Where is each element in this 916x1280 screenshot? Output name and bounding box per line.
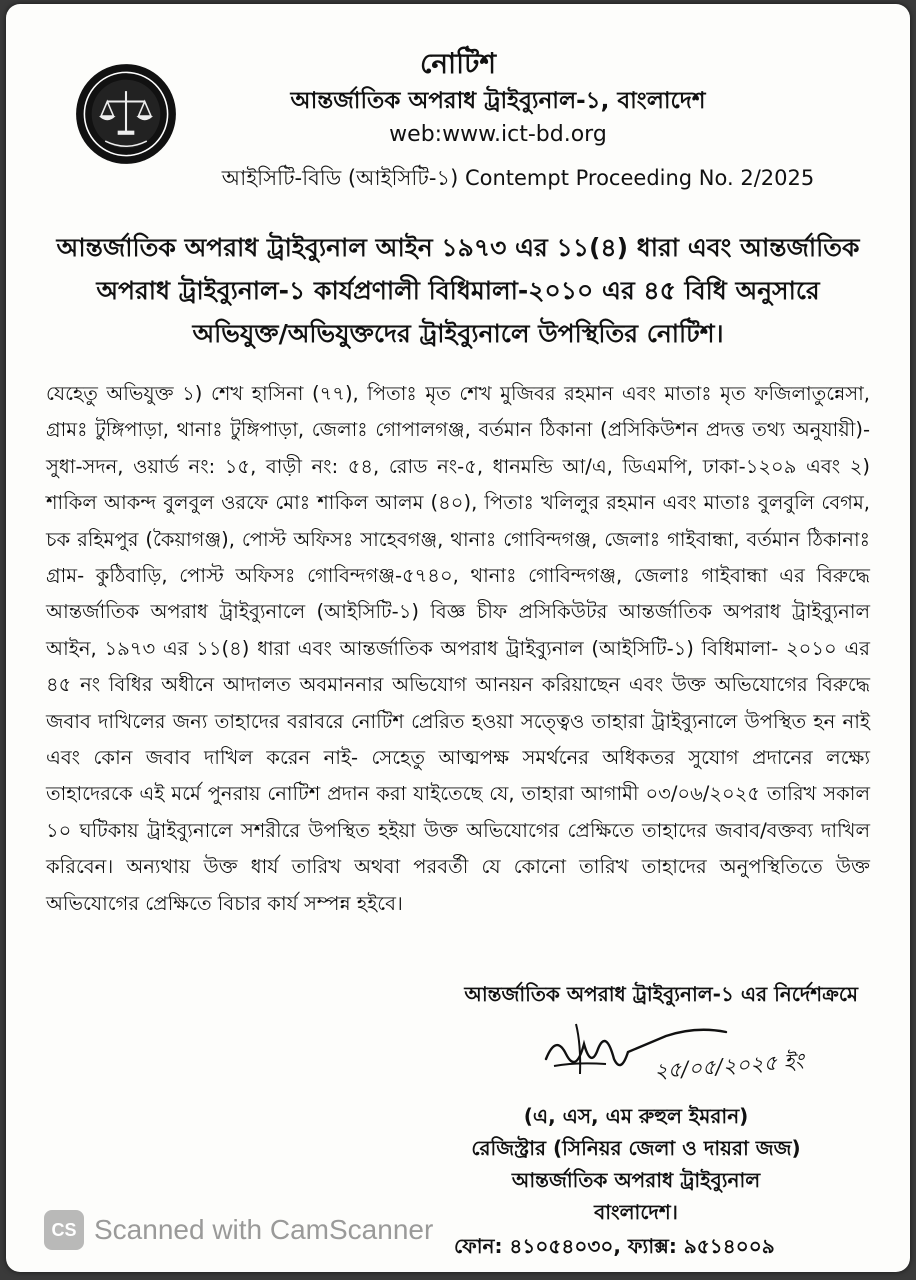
watermark-text: Scanned with CamScanner [94, 1214, 434, 1245]
notice-document [6, 4, 910, 1272]
signature-date: ২৫/০৫/২০২৫ ইং [653, 1048, 805, 1084]
signatory-country: বাংলাদেশ। [594, 1200, 678, 1224]
signatory-role: রেজিস্ট্রার (সিনিয়র জেলা ও দায়রা জজ) [471, 1136, 801, 1160]
notice-body: যেহেতু অভিযুক্ত ১) শেখ হাসিনা (৭৭), পিতাঃ মৃত শেখ মুজিবর রহমান এবং মাতাঃ মৃত ফজিলাতুন্নেসা, গ্রামঃ টুঙ্গিপাড়া, থানাঃ টুঙ্গিপাড়া, জেলাঃ গোপালগঞ্জ, বর্তমান ঠিকানা (প্রসিকিউশন প্রদত্ত তথ্য অনুযায়ী)-সুধা-সদন, ওয়ার্ড নং: ১৫, বাড়ী নং: ৫৪, রোড নং-৫, ধানমন্ডি আ/এ, ডিএমপি, ঢাকা-১২০৯ এবং ২) শাকিল আকন্দ বুলবুল ওরফে মোঃ শাকিল আলম (৪০), পিতাঃ খলিলুর রহমান এবং মাতাঃ বুলবুলি বেগম, চক রহিমপুর (কৈয়াগঞ্জ), পোস্ট অফিসঃ সাহেবগঞ্জ, থানাঃ গোবিন্দগঞ্জ, জেলাঃ গাইবান্ধা, বর্তমান ঠিকানাঃ গ্রাম- কুঠিবাড়ি, পোস্ট অফিসঃ গোবিন্দগঞ্জ-৫৭৪০, থানাঃ গোবিন্দগঞ্জ, জেলাঃ গাইবান্ধা এর বিরুদ্ধে আন্তর্জাতিক অপরাধ ট্রাইব্যুনালে (আইসিটি-১) বিজ্ঞ চীফ প্রসিকিউটর আন্তর্জাতিক অপরাধ ট্রাইব্যুনাল আইন, ১৯৭৩ এর ১১(৪) ধারা এবং আন্তর্জাতিক অপরাধ ট্রাইব্যুনাল (আইসিটি-১) বিধিমালা- ২০১০ এর ৪৫ নং বিধির অধীনে আদালত অবমাননার অভিযোগ আনয়ন করিয়াছেন এবং উক্ত অভিযোগের বিরুদ্ধে জবাব দাখিলের জন্য তাহাদের বরাবরে নোটিশ প্রেরিত হওয়া সত্ত্বেও তাহারা ট্রাইব্যুনালে উপস্থিত হন নাই এবং কোন জবাব দাখিল করেন নাই- সেহেতু আত্মপক্ষ সমর্থনের অধিকতর সুযোগ প্রদানের লক্ষ্যে তাহাদেরকে এই মর্মে পুনরায় নোটিশ প্রদান করা যাইতেছে যে, তাহারা আগামী ০৩/০৬/২০২৫ তারিখ সকাল ১০ ঘটিকায় ট্রাইব্যুনালে সশরীরে উপস্থিত হইয়া উক্ত অভিযোগের প্রেক্ষিতে তাহাদের জবাব/বক্তব্য দাখিল করিবেন। অন্যথায় উক্ত ধার্য তারিখ অথবা পরবর্তী যে কোনো তারিখ তাহাদের অনুপস্থিতিতে উক্ত অভিযোগের প্রেক্ষিতে বিচার কার্য সম্পন্ন হইবে। [46, 382, 870, 915]
case-reference: আইসিটি-বিডি (আইসিটি-১) Contempt Proceeding No. 2/2025 [221, 166, 815, 190]
notice-heading: নোটিশ [419, 47, 497, 80]
camscanner-watermark [44, 1210, 433, 1250]
notice-title: আন্তর্জাতিক অপরাধ ট্রাইব্যুনাল আইন ১৯৭৩ এর ১১(৪) ধারা এবং আন্তর্জাতিক অপরাধ ট্রাইব্যুনাল-১ কার্যপ্রণালী বিধিমালা-২০১০ এর ৪৫ বিধি অনুসারে অভিযুক্ত/অভিযুক্তদের ট্রাইব্যুনালে উপস্থিতির নোটিশ। [56, 233, 860, 348]
website-address: web:www.ict-bd.org [389, 122, 607, 147]
camscanner-logo-icon: CS [44, 1210, 84, 1250]
signatory-name: (এ, এস, এম রুহুল ইমরান) [523, 1104, 749, 1128]
signatory-organization: আন্তর্জাতিক অপরাধ ট্রাইব্যুনাল [511, 1168, 761, 1192]
tribunal-name: আন্তর্জাতিক অপরাধ ট্রাইব্যুনাল-১, বাংলাদেশ [290, 88, 706, 114]
contact-numbers: ফোন: ৪১০৫৪০৩০, ফ্যাক্স: ৯৫১৪০০৯ [454, 1234, 775, 1258]
directive-line: আন্তর্জাতিক অপরাধ ট্রাইব্যুনাল-১ এর নির্দেশক্রমে [464, 982, 858, 1006]
